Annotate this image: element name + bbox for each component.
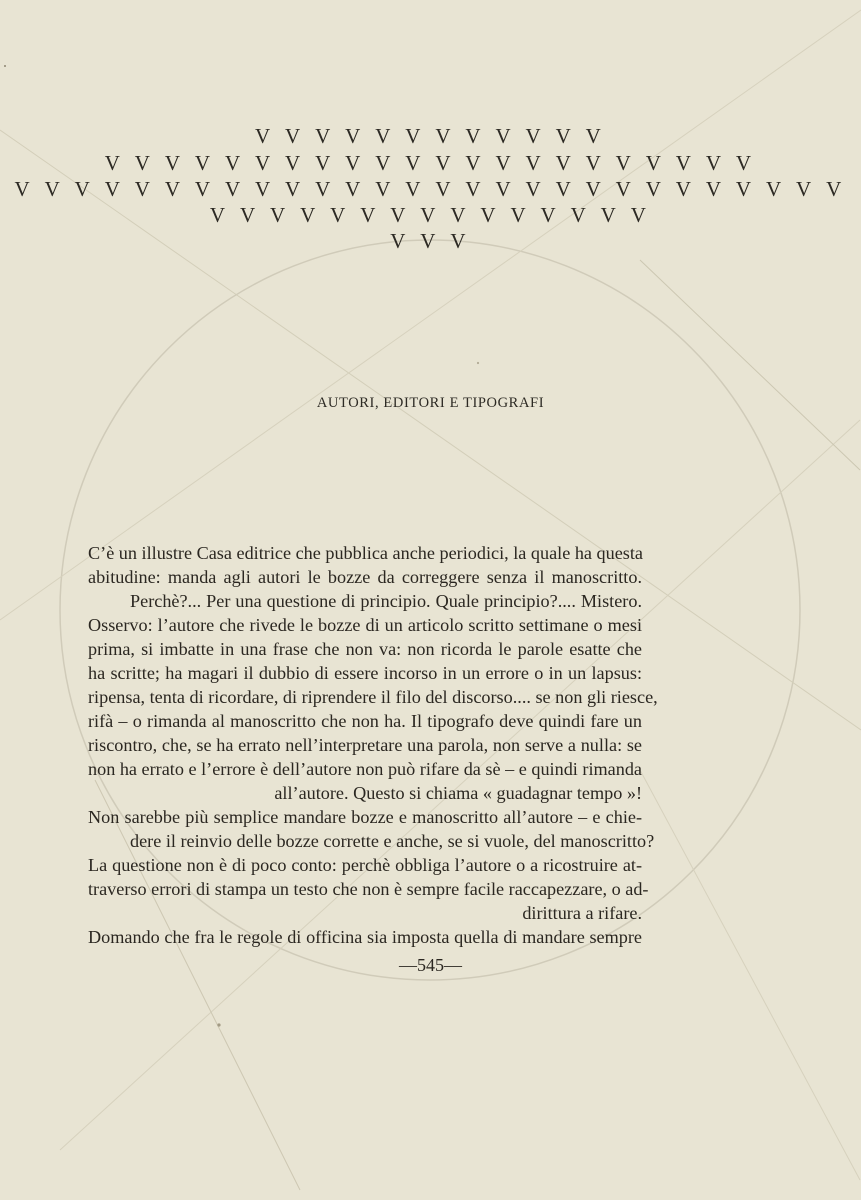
text-line: non ha errato e l’errore è dell’autore non può rifare da sè – e quindi rimanda bbox=[88, 759, 642, 779]
text-line: ha scritte; ha magari il dubbio di essere incorso in un errore o in un lapsus: bbox=[88, 663, 642, 683]
ornament-row: V V V V V V V V V V V V V V V V V V V V V V V V V V V V bbox=[14, 177, 847, 201]
ink-speck bbox=[217, 1023, 220, 1026]
ink-speck bbox=[4, 65, 6, 67]
text-line: traverso errori di stampa un testo che non è sempre facile raccapezzare, o ad- bbox=[88, 879, 649, 899]
text-line: riscontro, che, se ha errato nell’interpretare una parola, non serve a nulla: se bbox=[88, 735, 642, 755]
page-number: —545— bbox=[399, 955, 462, 975]
text-line: La questione non è di poco conto: perchè obbliga l’autore o a ricostruire at- bbox=[88, 855, 642, 875]
text-line: all’autore. Questo si chiama « guadagnar tempo »! bbox=[274, 783, 642, 803]
article-title: AUTORI, EDITORI E TIPOGRAFI bbox=[316, 395, 545, 411]
ornament-row: V V V V V V V V V V V V bbox=[255, 124, 606, 148]
text-line: Perchè?... Per una questione di principio. Quale principio?.... Mistero. bbox=[130, 591, 642, 611]
text-line: abitudine: manda agli autori le bozze da correggere senza il manoscritto. bbox=[88, 567, 642, 587]
text-line: prima, si imbatte in una frase che non va: non ricorda le parole esatte che bbox=[88, 639, 642, 659]
text-line: Osservo: l’autore che rivede le bozze di un articolo scritto settimane o mesi bbox=[88, 615, 642, 635]
text-line: ripensa, tenta di ricordare, di riprendere il filo del discorso.... se non gli riesce, bbox=[88, 687, 658, 707]
ink-speck bbox=[477, 362, 479, 364]
watermark-line bbox=[640, 260, 860, 470]
ornament-row: V V V V V V V V V V V V V V V bbox=[209, 203, 652, 227]
ornament-row: V V V V V V V V V V V V V V V V V V V V V V bbox=[104, 151, 757, 175]
text-line: dere il reinvio delle bozze corrette e anche, se si vuole, del manoscritto? bbox=[130, 831, 655, 851]
text-line: Domando che fra le regole di officina sia imposta quella di mandare sempre bbox=[88, 927, 642, 947]
text-line: C’è un illustre Casa editrice che pubblica anche periodici, la quale ha questa bbox=[88, 543, 644, 563]
text-line: Non sarebbe più semplice mandare bozze e manoscritto all’autore – e chie- bbox=[88, 807, 642, 827]
text-line: dirittura a rifare. bbox=[522, 903, 642, 923]
text-line: rifà – o rimanda al manoscritto che non ha. Il tipografo deve quindi fare un bbox=[88, 711, 642, 731]
ornament-row: V V V bbox=[390, 229, 471, 253]
watermark-line bbox=[0, 10, 861, 620]
